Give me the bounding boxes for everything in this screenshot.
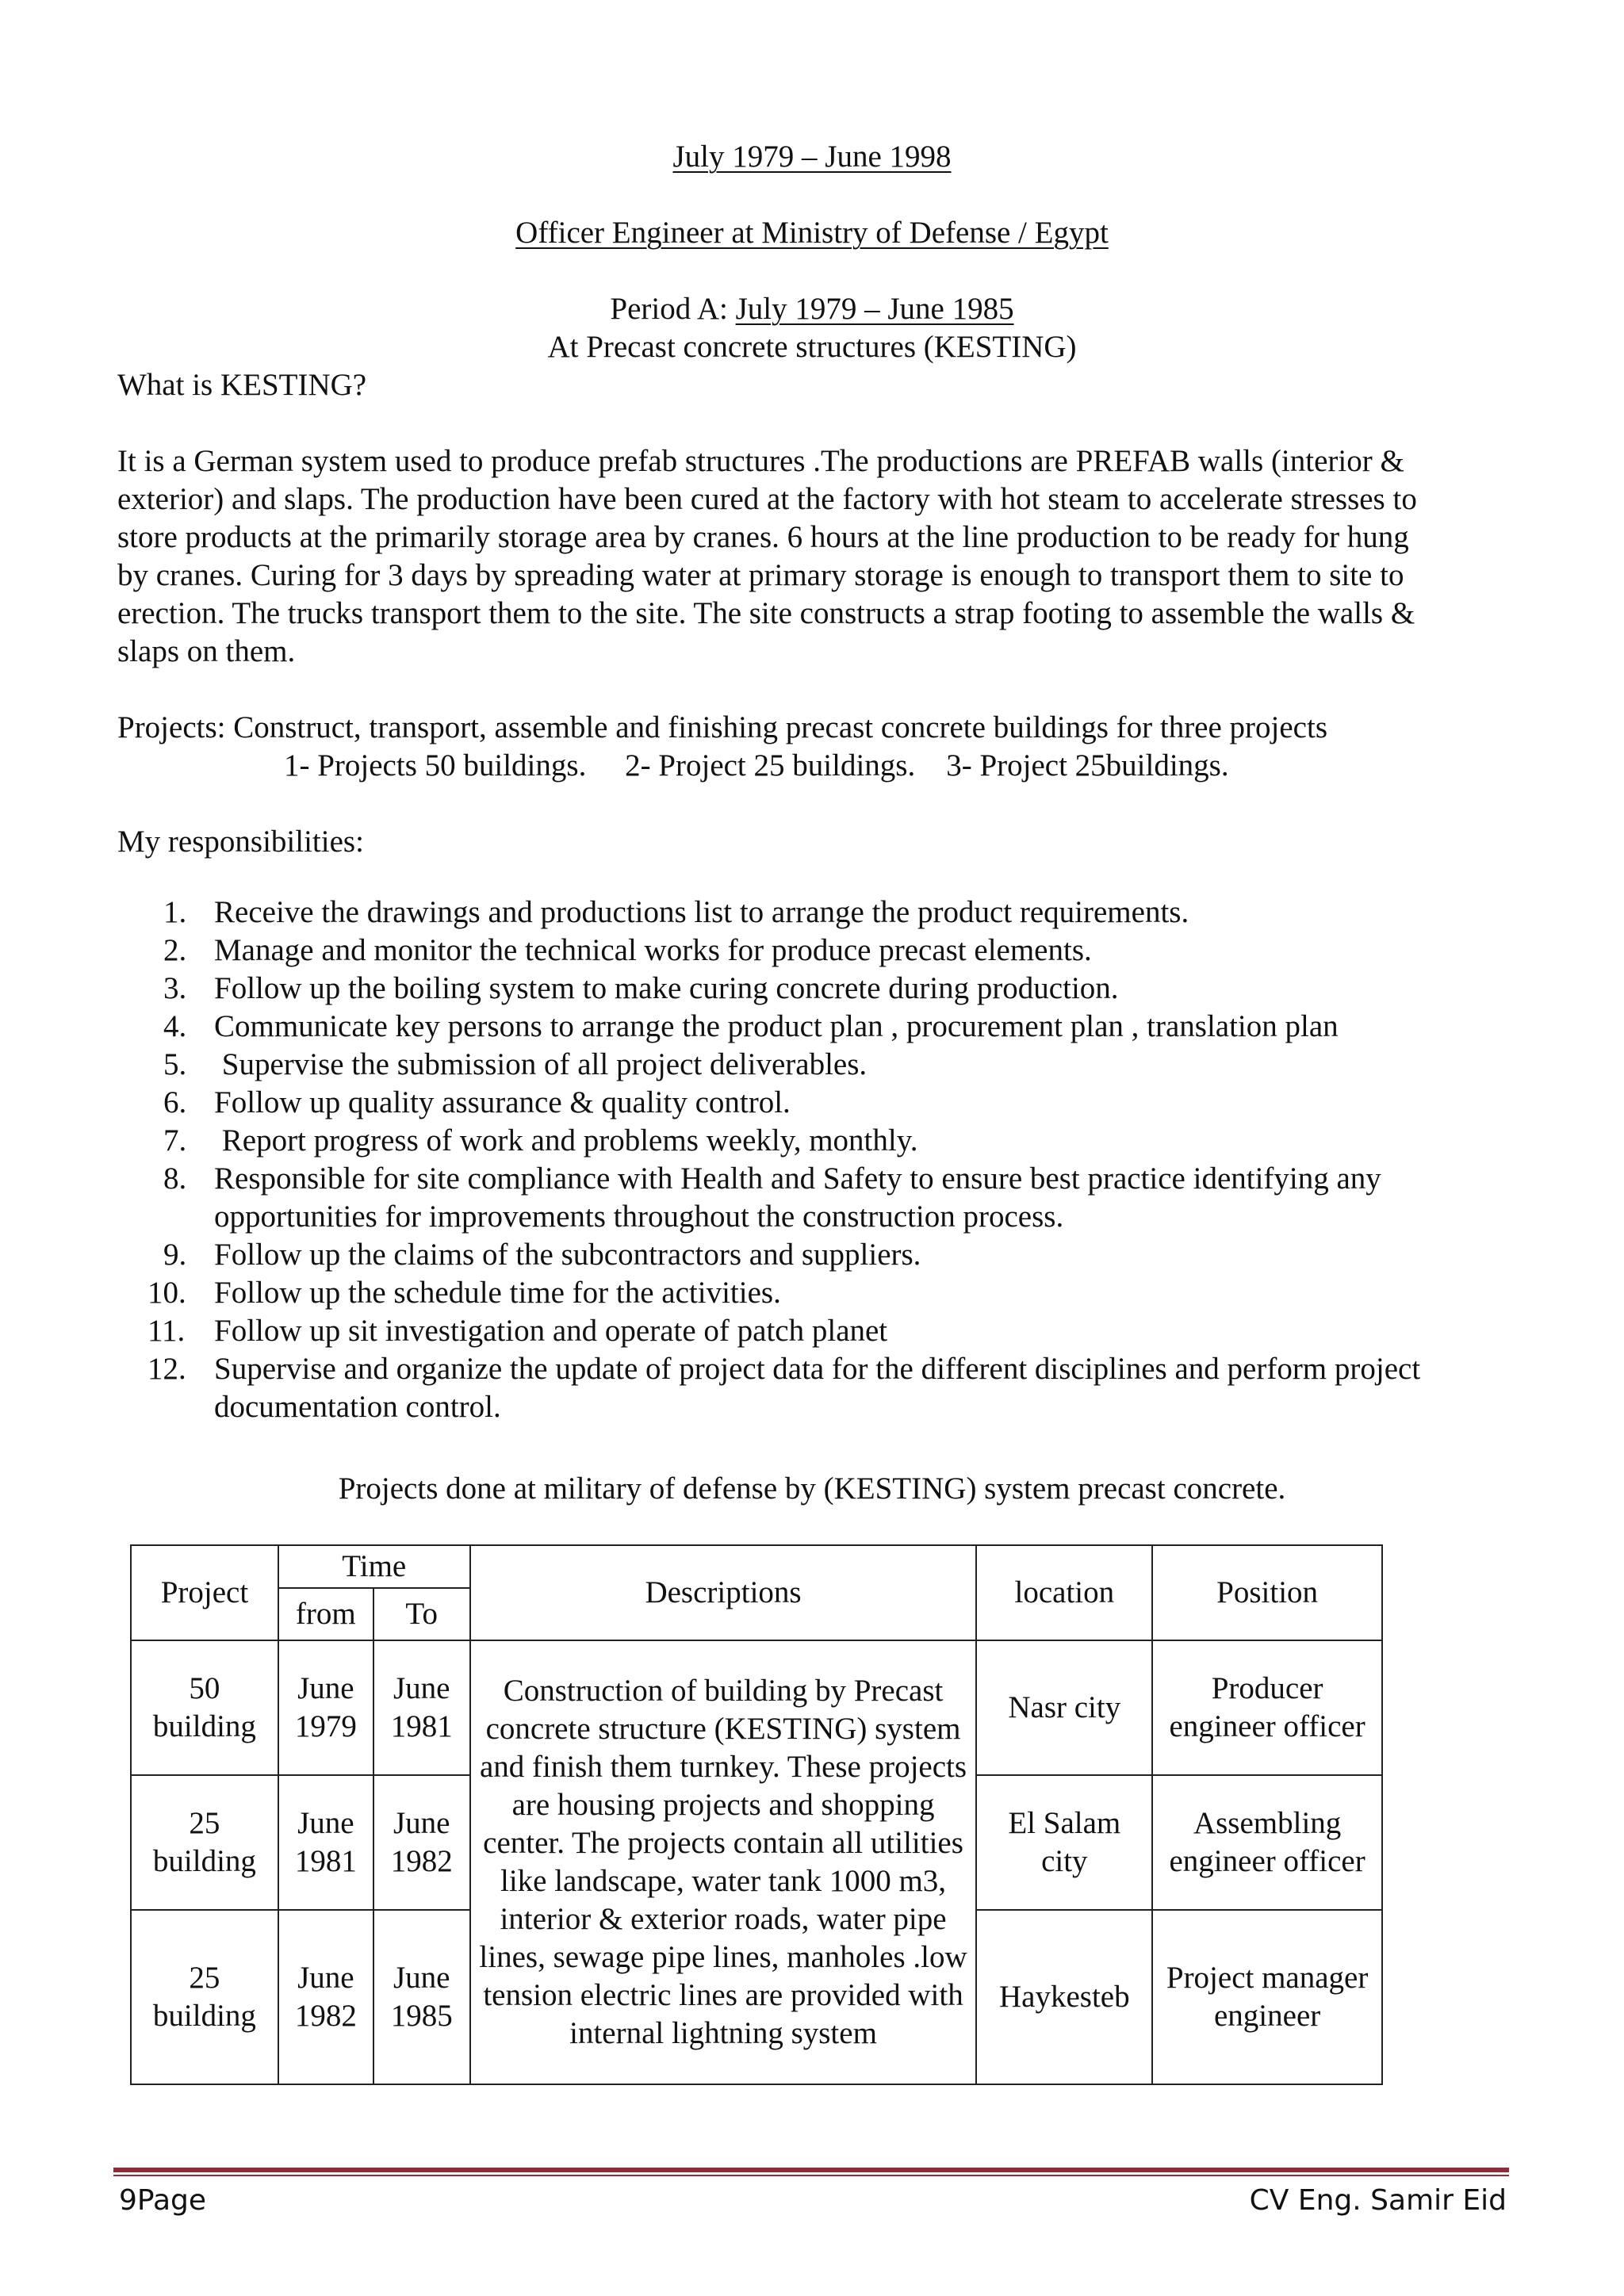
- cell-project: 25 building: [131, 1910, 278, 2084]
- list-text: Supervise the submission of all project deliverables.: [214, 1047, 868, 1081]
- cell-from: June 1979: [278, 1640, 373, 1775]
- list-number: 8.: [163, 1161, 187, 1196]
- list-text: Follow up the boiling system to make curing concrete during production.: [214, 971, 1119, 1005]
- list-number: 11.: [147, 1314, 186, 1348]
- cell-description: Construction of building by Precast concrete structure (KESTING) system and finish them turnkey. These projects are housing projects and shopping center. The projects contain all utilities like landscape, water tank 1000 m3, interior & exterior roads, water pipe lines, sewage pipe lines, manholes .low tension electric lines are provided with internal lightning system: [470, 1640, 977, 2084]
- list-item: [117, 1160, 1515, 1236]
- list-text: Follow up quality assurance & quality control.: [214, 1085, 791, 1119]
- description-line: slaps on them.: [117, 634, 296, 668]
- list-item: [117, 1084, 1515, 1122]
- date-range-heading: July 1979 – June 1998: [672, 140, 952, 174]
- header-position: Position: [1152, 1545, 1382, 1640]
- list-item: [117, 932, 1515, 970]
- table-row: [131, 1640, 1382, 1775]
- cell-location: Nasr city: [976, 1640, 1152, 1775]
- cell-project: 50 building: [131, 1640, 278, 1775]
- header-location: location: [976, 1545, 1152, 1640]
- cell-position: Producer engineer officer: [1152, 1640, 1382, 1775]
- description-line: It is a German system used to produce prefab structures .The productions are PREFAB walls (interior &: [117, 444, 1404, 478]
- cell-project: 25 building: [131, 1775, 278, 1910]
- header-time: Time: [278, 1545, 470, 1588]
- cell-from: June 1981: [278, 1775, 373, 1910]
- list-number: 3.: [163, 971, 187, 1005]
- cell-position: Project manager engineer: [1152, 1910, 1382, 2084]
- list-number: 9.: [163, 1238, 187, 1272]
- cell-location: Haykesteb: [976, 1910, 1152, 2084]
- at-line: At Precast concrete structures (KESTING): [547, 330, 1077, 364]
- description-line: by cranes. Curing for 3 days by spreading water at primary storage is enough to transport them to site to: [117, 558, 1404, 592]
- list-text: Follow up the schedule time for the activities.: [214, 1276, 781, 1310]
- page-number: 9Page: [119, 2184, 207, 2217]
- header-from: from: [278, 1588, 373, 1640]
- table-caption: Projects done at military of defense by (KESTING) system precast concrete.: [338, 1471, 1286, 1506]
- description-line: erection. The trucks transport them to the site. The site constructs a strap footing to assemble the walls &: [117, 596, 1415, 630]
- cell-position: Assembling engineer officer: [1152, 1775, 1382, 1910]
- cell-from: June 1982: [278, 1910, 373, 2084]
- list-number: 1.: [163, 895, 187, 929]
- list-item: [117, 1122, 1515, 1160]
- cell-to: June 1982: [373, 1775, 470, 1910]
- period-range: July 1979 – June 1985: [735, 292, 1014, 326]
- period-prefix: Period A:: [610, 292, 736, 326]
- list-item: [117, 1008, 1515, 1046]
- list-item: [117, 1312, 1515, 1350]
- list-text: Receive the drawings and productions list to arrange the product requirements.: [214, 895, 1189, 929]
- description-line: exterior) and slaps. The production have been cured at the factory with hot steam to accelerate stresses to: [117, 482, 1417, 516]
- list-number: 2.: [163, 933, 187, 967]
- kesting-description: [117, 442, 1515, 671]
- list-number: 6.: [163, 1085, 187, 1119]
- list-item: [117, 1350, 1515, 1426]
- question-heading: What is KESTING?: [117, 368, 367, 402]
- description-line: store products at the primarily storage area by cranes. 6 hours at the line production to be ready for hung: [117, 520, 1409, 554]
- responsibilities-heading: My responsibilities:: [117, 825, 364, 859]
- list-number: 10.: [147, 1276, 186, 1310]
- list-text: Communicate key persons to arrange the product plan , procurement plan , translation plan: [214, 1009, 1339, 1043]
- role-heading: Officer Engineer at Ministry of Defense / Egypt: [515, 216, 1109, 250]
- cell-to: June 1985: [373, 1910, 470, 2084]
- list-text: Supervise and organize the update of project data for the different disciplines and perform project documentation control.: [214, 1352, 1421, 1424]
- projects-intro: Projects: Construct, transport, assemble and finishing precast concrete buildings for three projects: [117, 710, 1328, 744]
- footer-rule: [113, 2168, 1509, 2172]
- responsibilities-list: [117, 894, 1515, 1426]
- list-number: 4.: [163, 1009, 187, 1043]
- list-text: Follow up sit investigation and operate of patch planet: [214, 1314, 888, 1348]
- header-to: To: [373, 1588, 470, 1640]
- list-item: [117, 894, 1515, 932]
- list-number: 12.: [147, 1352, 186, 1386]
- list-text: Responsible for site compliance with Health and Safety to ensure best practice identifying any opportunities for improvements throughout the construction process.: [214, 1161, 1381, 1234]
- cell-to: June 1981: [373, 1640, 470, 1775]
- header-descriptions: Descriptions: [470, 1545, 977, 1640]
- list-number: 5.: [163, 1047, 187, 1081]
- footer-rule-thin: [113, 2175, 1509, 2176]
- list-item: [117, 1236, 1515, 1274]
- header-project: Project: [131, 1545, 278, 1640]
- list-text: Report progress of work and problems weekly, monthly.: [214, 1123, 918, 1158]
- list-item: [117, 1274, 1515, 1312]
- list-text: Manage and monitor the technical works for produce precast elements.: [214, 933, 1092, 967]
- projects-table: [130, 1544, 1383, 2085]
- list-number: 7.: [163, 1123, 187, 1158]
- cell-location: El Salam city: [976, 1775, 1152, 1910]
- list-item: [117, 970, 1515, 1008]
- list-item: [117, 1046, 1515, 1084]
- table-header-row: [131, 1545, 1382, 1588]
- footer-author: CV Eng. Samir Eid: [1249, 2184, 1507, 2217]
- projects-list: 1- Projects 50 buildings. 2- Project 25 buildings. 3- Project 25buildings.: [284, 748, 1229, 783]
- list-text: Follow up the claims of the subcontractors and suppliers.: [214, 1238, 921, 1272]
- period-heading: [0, 290, 1624, 328]
